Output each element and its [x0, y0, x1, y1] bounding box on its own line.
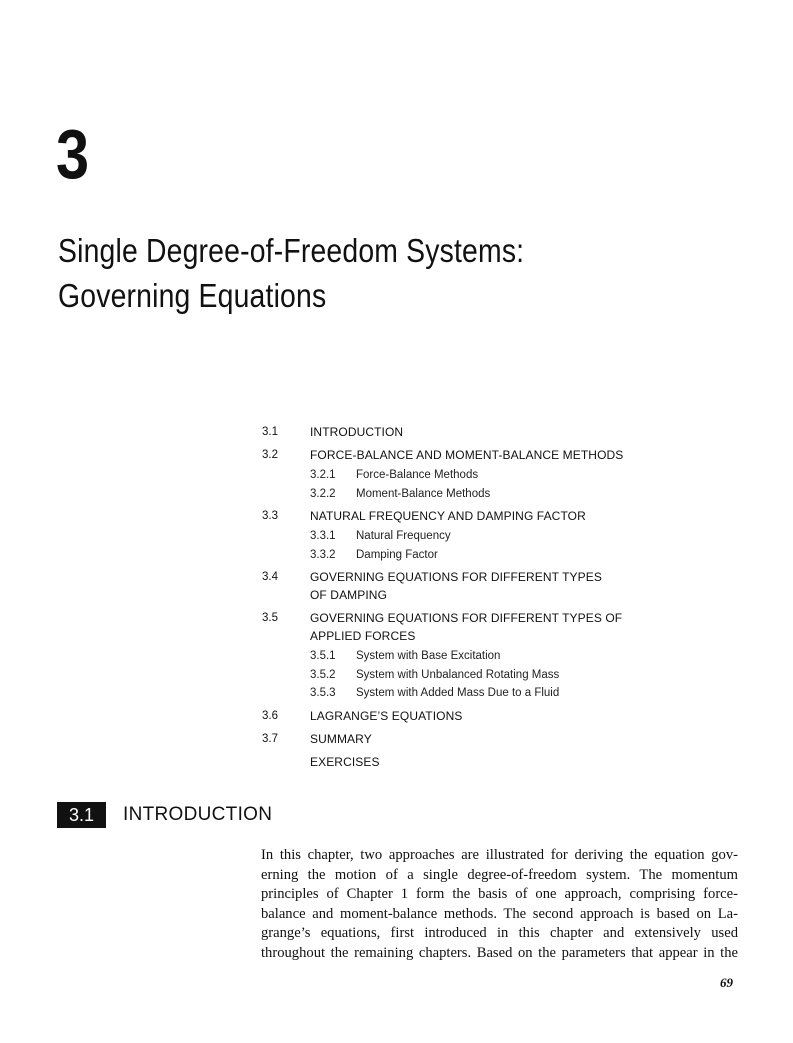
toc-entry-title: GOVERNING EQUATIONS FOR DIFFERENT TYPES OF [310, 611, 623, 625]
toc-entry [262, 446, 742, 464]
body-text-line: principles of Chapter 1 form the basis of one approach, comprising force- [261, 886, 738, 903]
toc-subentry-number: 3.3.2 [310, 548, 336, 561]
body-text-line: balance and moment-balance methods. The second approach is based on La- [261, 905, 738, 922]
toc-subentry [310, 466, 742, 485]
chapter-number: 3 [56, 115, 88, 193]
toc-subentry [310, 546, 742, 565]
toc-entry-title: FORCE-BALANCE AND MOMENT-BALANCE METHODS [310, 448, 624, 462]
section-number-badge: 3.1 [57, 802, 106, 828]
toc-entry-title: LAGRANGE’S EQUATIONS [310, 708, 463, 723]
toc-entry-title: INTRODUCTION [310, 425, 404, 439]
section-title: INTRODUCTION [123, 804, 273, 825]
toc-subentry-title: Damping Factor [356, 548, 438, 561]
toc-entry-title: SUMMARY [310, 731, 372, 746]
body-text-line: erning the motion of a single degree-of-freedom system. The momentum [261, 866, 738, 883]
toc-subentry-title: System with Unbalanced Rotating Mass [356, 668, 560, 681]
toc-entry [262, 568, 742, 604]
chapter-title [58, 228, 660, 318]
toc-subentry [310, 485, 742, 504]
toc-subentry [310, 684, 742, 703]
toc-entry-number: 3.3 [262, 510, 278, 522]
toc-subentry-number: 3.3.1 [310, 530, 336, 542]
body-text-line: throughout the remaining chapters. Based on the parameters that appear in the [261, 944, 738, 961]
toc-entry-title: OF DAMPING [310, 588, 388, 602]
toc-subentry-number: 3.5.2 [310, 668, 336, 681]
toc-subentry-number: 3.2.2 [310, 487, 336, 500]
page-number: 69 [720, 975, 733, 990]
body-text-line: grange’s equations, first introduced in this chapter and extensively used [261, 925, 738, 942]
toc-subentry [310, 527, 742, 546]
toc-entry-title: APPLIED FORCES [310, 629, 416, 643]
toc-entry-number: 3.1 [262, 426, 278, 438]
toc-subentry-number: 3.5.3 [310, 687, 336, 699]
chapter-title-line: Governing Equations [58, 277, 327, 314]
toc-subentry-title: Natural Frequency [356, 530, 451, 542]
toc-entry-title: EXERCISES [310, 754, 380, 769]
toc-subentry-title: Moment-Balance Methods [356, 487, 491, 500]
toc-subentry [310, 666, 742, 685]
toc-subentries [262, 527, 742, 564]
body-text-line: In this chapter, two approaches are illustrated for deriving the equation gov- [261, 847, 738, 863]
toc-subentry-title: Force-Balance Methods [356, 469, 479, 481]
toc-subentry-number: 3.5.1 [310, 650, 336, 662]
toc-entry [262, 707, 742, 725]
toc-entry [262, 423, 742, 441]
toc-entry [262, 507, 742, 525]
toc-subentry-title: System with Added Mass Due to a Fluid [356, 687, 560, 699]
toc-subentries [262, 466, 742, 503]
toc-subentries [262, 647, 742, 703]
toc-entry-title: GOVERNING EQUATIONS FOR DIFFERENT TYPES [310, 570, 602, 584]
toc-entry [262, 753, 742, 771]
toc-entry-number: 3.2 [262, 449, 278, 461]
table-of-contents [262, 423, 742, 776]
toc-entry [262, 609, 742, 645]
toc-subentry-title: System with Base Excitation [356, 650, 501, 662]
toc-subentry-number: 3.2.1 [310, 469, 336, 481]
toc-subentry [310, 647, 742, 666]
toc-entry-number: 3.5 [262, 612, 278, 624]
toc-entry-title: NATURAL FREQUENCY AND DAMPING FACTOR [310, 509, 586, 523]
toc-entry [262, 730, 742, 748]
chapter-title-line: Single Degree-of-Freedom Systems: [58, 232, 525, 269]
toc-entry-number: 3.4 [262, 571, 278, 583]
section-body-text [261, 846, 738, 964]
toc-entry-number: 3.7 [262, 732, 278, 745]
toc-entry-number: 3.6 [262, 709, 278, 722]
